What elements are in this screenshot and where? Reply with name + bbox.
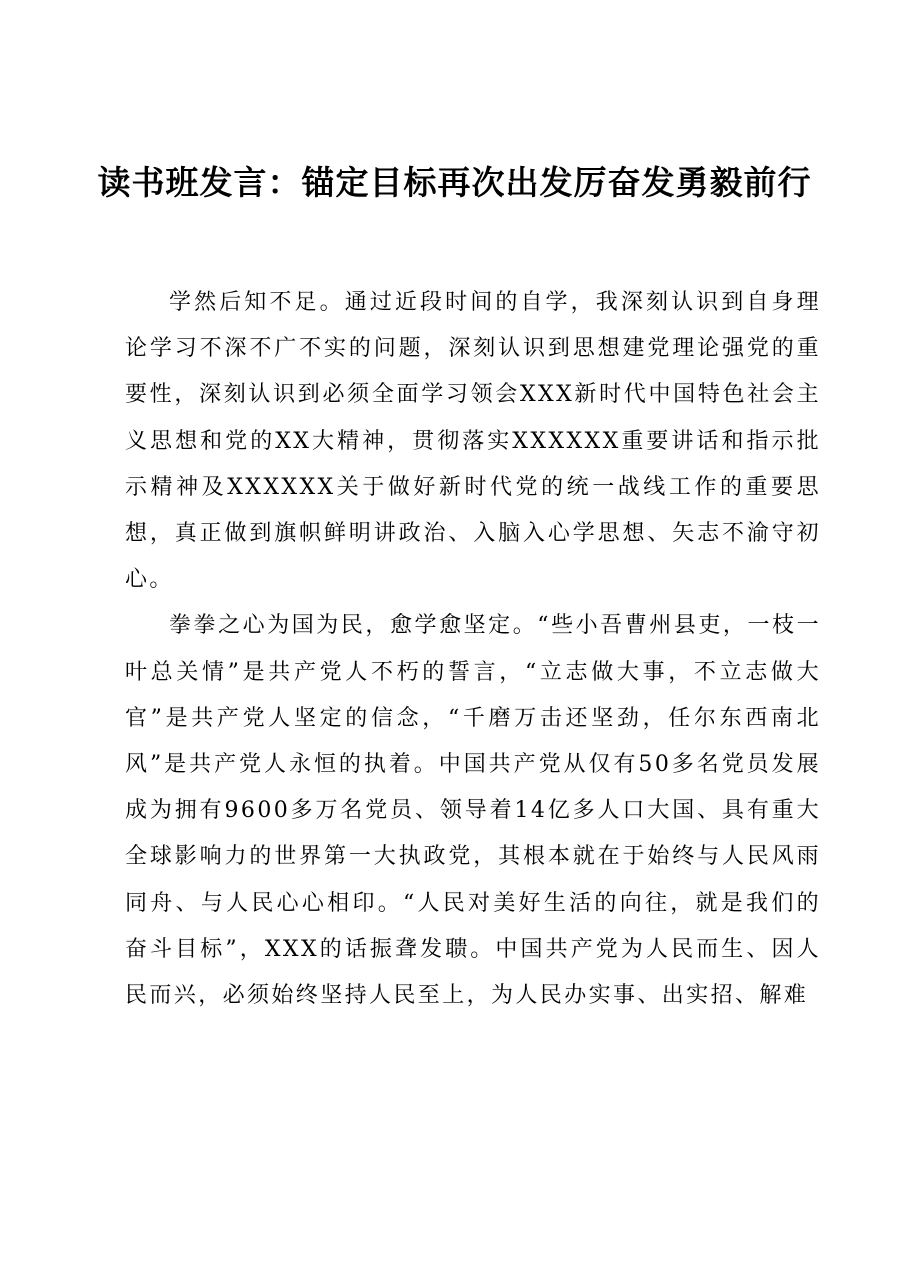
paragraph-2: 拳拳之心为国为民，愈学愈坚定。“些小吾曹州县吏，一枝一叶总关情”是共产党人不朽的誓言，“立志做大事，不立志做大官”是共产党人坚定的信念，“千磨万击还坚劲，任尔东西南北风”是共产党人永恒的执着。中国共产党从仅有50多名党员发展成为拥有9600多万名党员、领导着14亿多人口大国、具有重大全球影响力的世界第一大执政党，其根本就在于始终与人民风雨同舟、与人民心心相印。“人民对美好生活的向往，就是我们的奋斗目标”，XXX的话振聋发聩。中国共产党为人民而生、因人民而兴，必须始终坚持人民至上，为人民办实事、出实招、解难 [125, 613, 821, 1009]
paragraph-1: 学然后知不足。通过近段时间的自学，我深刻认识到自身理论学习不深不广不实的问题，深刻认识到思想建党理论强党的重要性，深刻认识到必须全面学习领会XXX新时代中国特色社会主义思想和党的XX大精神，贯彻落实XXXXXX重要讲话和指示批示精神及XXXXXX关于做好新时代党的统一战线工作的重要思想，真正做到旗帜鲜明讲政治、入脑入心学思想、矢志不渝守初心。 [125, 290, 821, 593]
document-body [125, 280, 821, 1019]
document-title: 读书班发言：锚定目标再次出发厉奋发勇毅前行 [97, 163, 812, 202]
